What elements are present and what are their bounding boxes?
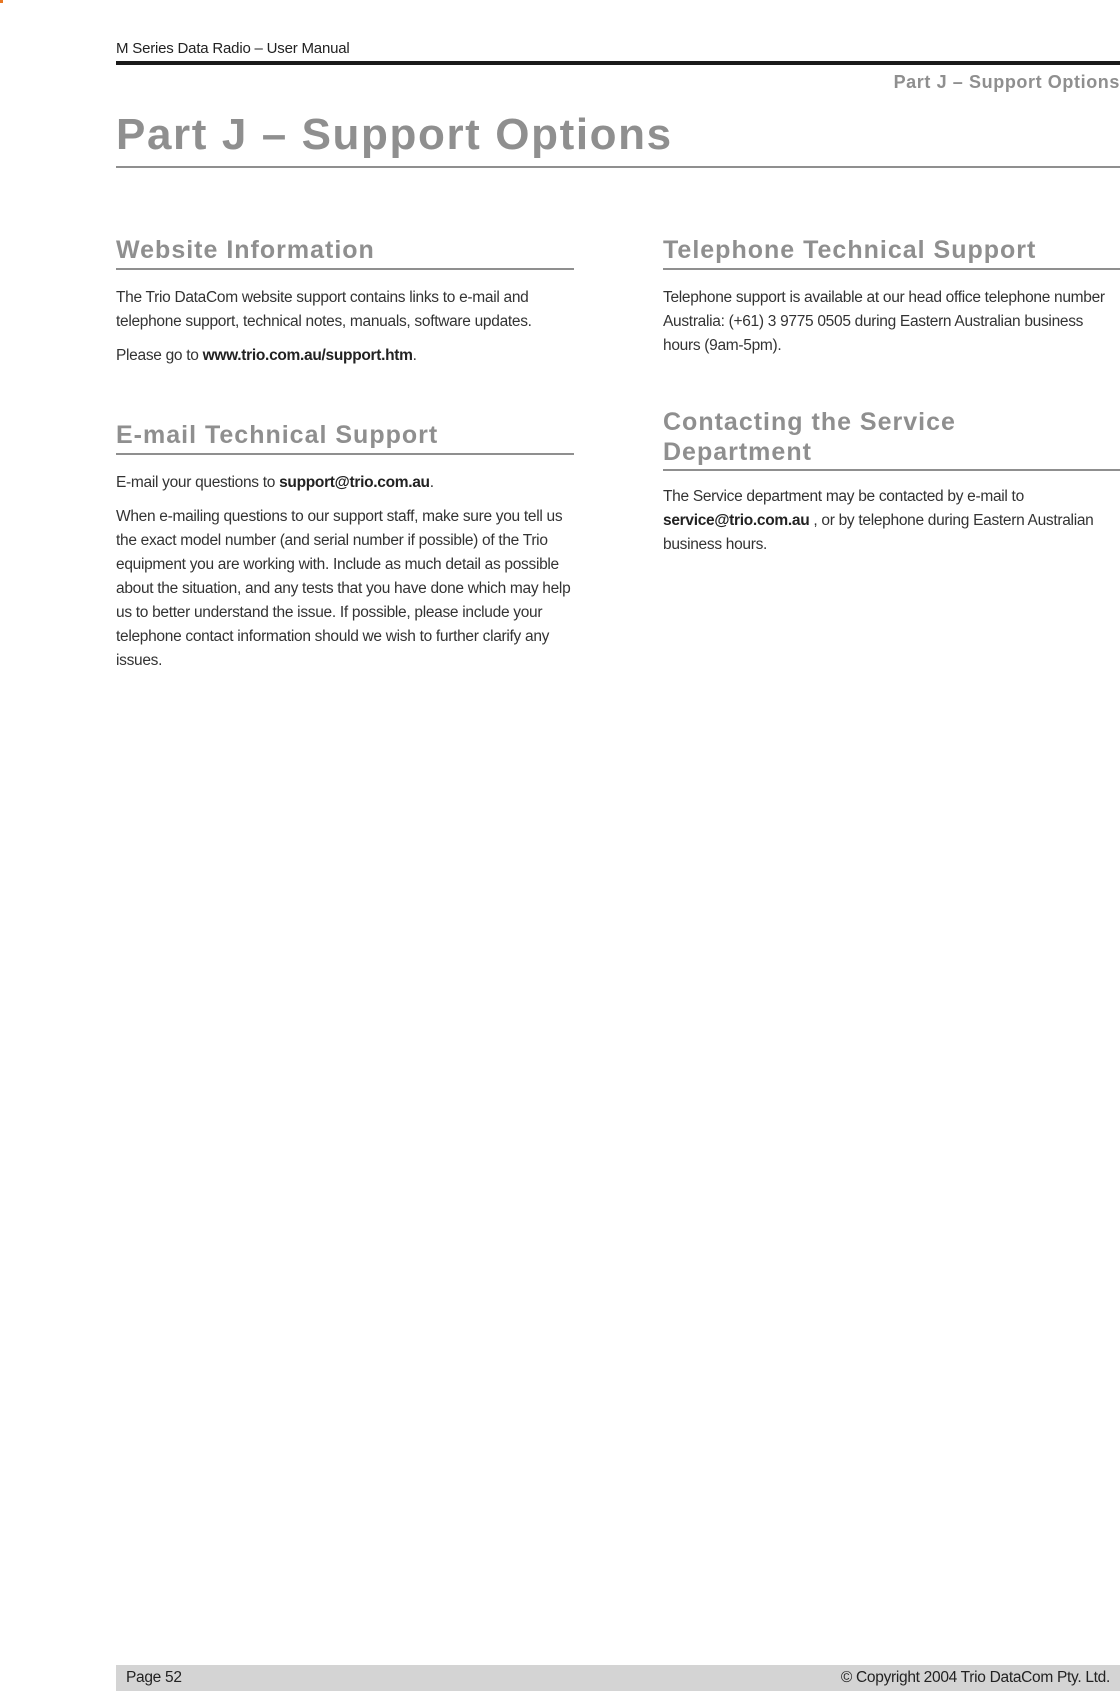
service-suffix: , or by telephone during Eastern Australian business hours. [663,512,1094,553]
corner-mark [0,0,3,3]
email-support-heading: E-mail Technical Support [116,420,574,455]
email-instructions-text: When e-mailing questions to our support staff, make sure you tell us the exact model number (and serial number if possible) of the Trio equipment you are working with. Include as much detail as possible about the situation, and any tests that you have done which may help us to better understand the issue. If possible, please include your telephone contact information should we wish to further clarify any issues. [116,508,571,669]
running-header: M Series Data Radio – User Manual [116,40,350,57]
service-department-section [663,407,1120,557]
service-department-text [663,485,1120,557]
header-section-label: Part J – Support Options [893,72,1120,92]
telephone-support-text: Telephone support is available at our head office telephone number Australia: (+61) 3 9775 0505 during Eastern Australian business hours (9am-5pm). [663,289,1105,354]
website-link-prefix: Please go to [116,347,203,364]
footer-bar [116,1665,1120,1691]
website-information-section [116,235,574,368]
telephone-support-section [663,235,1120,358]
service-email-link[interactable]: service@trio.com.au [663,512,810,529]
service-department-heading: Contacting the Service Department [663,408,956,466]
page-title: Part J – Support Options [116,110,673,159]
support-website-link[interactable]: www.trio.com.au/support.htm [202,347,413,364]
service-heading-rule [663,469,1120,471]
support-email-link[interactable]: support@trio.com.au [279,474,430,491]
header-rule [116,61,1120,65]
website-link-suffix: . [412,347,417,364]
email-support-section [116,420,574,673]
title-rule [116,166,1120,168]
telephone-support-heading: Telephone Technical Support [663,235,1120,270]
copyright-notice: © Copyright 2004 Trio DataCom Pty. Ltd. [840,1669,1110,1686]
page-number: Page 52 [126,1669,182,1686]
website-information-text: The Trio DataCom website support contains links to e-mail and telephone support, technical notes, manuals, software updates. [116,289,532,330]
service-prefix: The Service department may be contacted by e-mail to [663,488,1024,505]
email-prefix: E-mail your questions to [116,474,280,491]
website-information-heading: Website Information [116,235,574,270]
website-link-paragraph [116,344,574,368]
email-suffix: . [429,474,434,491]
email-address-paragraph [116,471,574,495]
